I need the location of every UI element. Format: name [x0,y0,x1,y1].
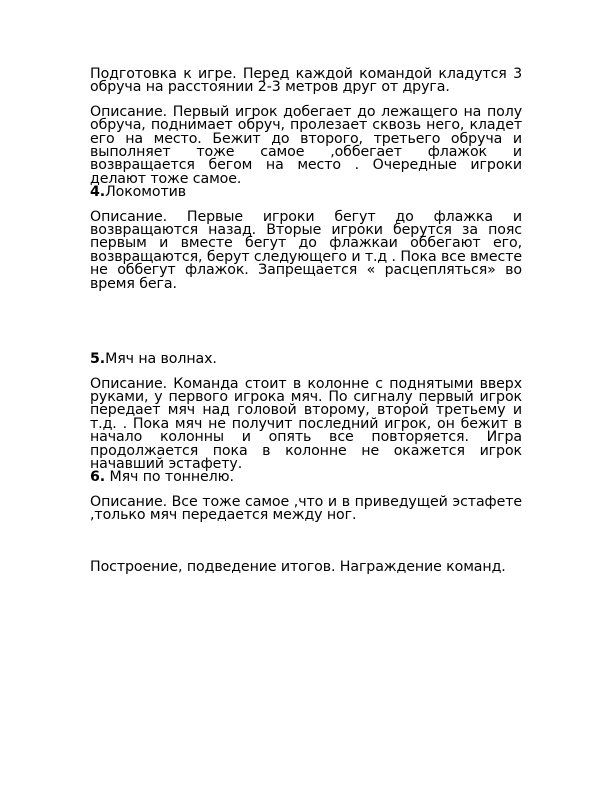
game5-section [90,353,522,471]
closing-paragraph: Построение, подведение итогов. Награждение команд. [90,558,506,575]
game4-number: 4. [90,184,106,201]
document-page [90,68,522,574]
game5-number: 5. [90,351,106,368]
game4-heading [90,186,522,199]
game5-description: Описание. Команда стоит в колонне с поднятыми вверх руками, у первого игрока мяч. По сигналу первый игрок передает мяч над головой второму, второй третьему и т.д. . Пока мяч не получит последний игрок, он бежит в начало колонны и опять все повторяется. Игра продолжается пока в колонне не окажется игрок начавший эстафету. [90,375,522,472]
game6-title: Мяч по тоннелю. [105,469,234,486]
game5-title: Мяч на волнах. [105,351,217,368]
game6-description: Описание. Все тоже самое ,что и в приведущей эстафете ,только мяч передается между ног. [90,493,522,524]
preparation-paragraph: Подготовка к игре. Перед каждой командой кладутся 3 обруча на расстоянии 2-3 метров друг от друга. [90,66,522,96]
game4-description: Описание. Первые игроки бегут до флажка и возвращаются назад. Вторые игроки берутся за пояс первым и вместе бегут до флажкаи оббегают его, возвращаются, берут следующего и т.д . Пока все вместе не оббегут флажок. Запрещается « расцепляться» во время бега. [90,208,522,292]
game6-heading [90,471,522,484]
game6-number: 6. [90,469,106,486]
game3-description: Описание. Первый игрок добегает до лежащего на полу обруча, поднимает обруч, пролезает сквозь него, кладет его на место. Бежит до второго, третьего обруча и выполняет тоже самое ,оббегает флажок и возвращается бегом на место . Очередные игроки делают тоже самое. [90,103,522,187]
game4-title: Локомотив [105,184,186,201]
game5-heading [90,353,522,366]
